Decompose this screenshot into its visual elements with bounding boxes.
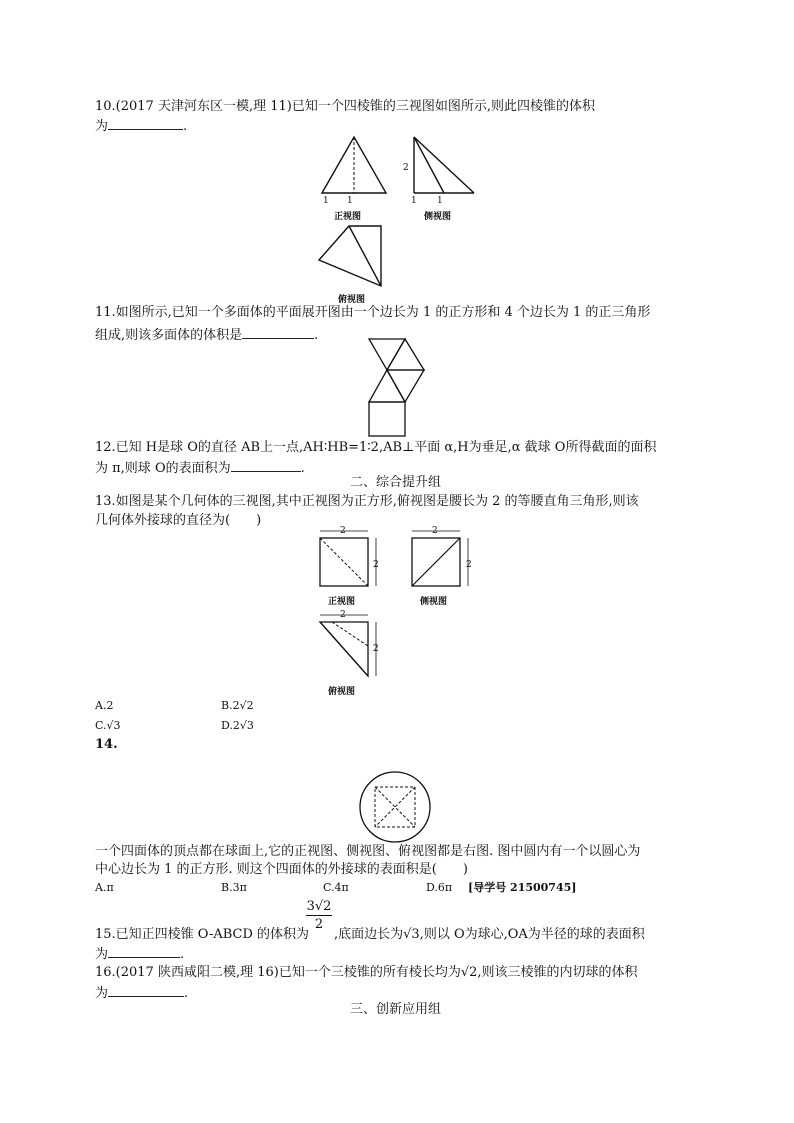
q10-top-view <box>315 220 387 292</box>
answer-blank <box>231 459 301 472</box>
q13-line2: 几何体外接球的直径为( ) <box>95 513 262 528</box>
q10-line2 <box>95 117 187 135</box>
answer-blank <box>108 984 184 997</box>
q13-front-label: 正视图 <box>328 597 356 607</box>
q13-option-c: C.√3 <box>95 719 121 732</box>
q13-top-view <box>312 610 382 682</box>
q13-side-dim-top: 2 <box>432 526 438 536</box>
q15-line2 <box>95 945 184 963</box>
q13-option-b: B.2√2 <box>221 699 254 712</box>
q10-side-view <box>408 133 480 203</box>
q10-side-label: 侧视图 <box>424 212 452 222</box>
q14-option-b: B.3π <box>221 881 247 894</box>
section-heading-2: 二、综合提升组 <box>350 475 442 490</box>
q13-top-label: 俯视图 <box>328 687 356 697</box>
q13-line1: 13.如图是某个几何体的三视图,其中正视图为正方形,俯视图是腰长为 2 的等腰直角三角形,则该 <box>95 494 639 509</box>
q15-suffix: ,底面边长为√3,则以 O为球心,OA为半径的球的表面积 <box>334 927 645 942</box>
q14-option-d: D.6π <box>426 881 453 894</box>
q16-line1: 16.(2017 陕西咸阳二模,理 16)已知一个三棱锥的所有棱长均为√2,则该三棱锥的内切球的体积 <box>95 965 638 980</box>
q11-line1: 11.如图所示,已知一个多面体的平面展开图由一个边长为 1 的正方形和 4 个边长为 1 的正三角形 <box>95 305 651 320</box>
q13-top-dim-side: 2 <box>373 644 379 654</box>
q10-front-view <box>316 133 398 203</box>
q14-reference-number: [导学号 21500745] <box>468 881 577 894</box>
q15-line2-suffix: . <box>180 947 185 962</box>
q15-prefix: 15.已知正四棱锥 O-ABCD 的体积为 <box>95 927 310 942</box>
q11-net-diagram <box>360 336 440 438</box>
q12-prefix: 为 π,则球 O的表面积为 <box>95 461 231 476</box>
q14-line1: 一个四面体的顶点都在球面上,它的正视图、侧视图、俯视图都是右图. 图中圆内有一个以圆心为 <box>95 844 641 859</box>
q10-line1: 10.(2017 天津河东区一模,理 11)已知一个四棱锥的三视图如图所示,则此四棱锥的体积 <box>95 99 595 114</box>
q15-line2-prefix: 为 <box>95 947 109 962</box>
answer-blank <box>108 945 180 958</box>
q10-side-dim-right: 1 <box>437 196 443 206</box>
q10-suffix: . <box>183 119 188 134</box>
q10-dim-height: 2 <box>403 163 409 173</box>
q11-line2 <box>95 326 318 344</box>
q12-line2 <box>95 459 305 477</box>
q10-dim-left: 1 <box>323 196 329 206</box>
q14-option-a: A.π <box>95 881 114 894</box>
q10-side-dim-left: 1 <box>411 196 417 206</box>
q14-option-c: C.4π <box>323 881 349 894</box>
q15-fraction-denominator: 2 <box>314 917 324 932</box>
q13-side-dim-side: 2 <box>466 560 472 570</box>
q14-line2: 中心边长为 1 的正方形. 则这个四面体的外接球的表面积是( ) <box>95 862 468 877</box>
q13-front-dim-side: 2 <box>373 560 379 570</box>
section-heading-3: 三、创新应用组 <box>350 1002 442 1017</box>
q13-option-a: A.2 <box>95 699 114 712</box>
q15-fraction-numerator: 3√2 <box>306 899 332 914</box>
answer-blank <box>242 326 314 339</box>
q16-prefix: 为 <box>95 986 109 1001</box>
q13-front-view <box>312 526 382 592</box>
answer-blank <box>108 117 183 130</box>
q10-front-label: 正视图 <box>334 212 362 222</box>
q13-top-dim-top: 2 <box>340 610 346 620</box>
q16-line2 <box>95 984 188 1002</box>
q16-suffix: . <box>184 986 189 1001</box>
q13-front-dim-top: 2 <box>340 526 346 536</box>
q12-suffix: . <box>300 461 305 476</box>
q13-side-view <box>404 526 474 592</box>
q11-prefix: 组成,则该多面体的体积是 <box>95 328 243 343</box>
q13-side-label: 侧视图 <box>420 597 448 607</box>
q14-number: 14. <box>95 737 118 752</box>
q10-prefix: 为 <box>95 119 109 134</box>
q14-circle-square-figure <box>350 768 440 848</box>
q12-line1: 12.已知 H是球 O的直径 AB上一点,AH∶HB=1∶2,AB⊥平面 α,H为垂足,α 截球 O所得截面的面积 <box>95 440 657 455</box>
fraction-bar <box>306 915 332 916</box>
q10-top-label: 俯视图 <box>338 295 366 305</box>
q13-option-d: D.2√3 <box>221 719 254 732</box>
q11-suffix: . <box>314 328 319 343</box>
q10-dim-right: 1 <box>347 196 353 206</box>
